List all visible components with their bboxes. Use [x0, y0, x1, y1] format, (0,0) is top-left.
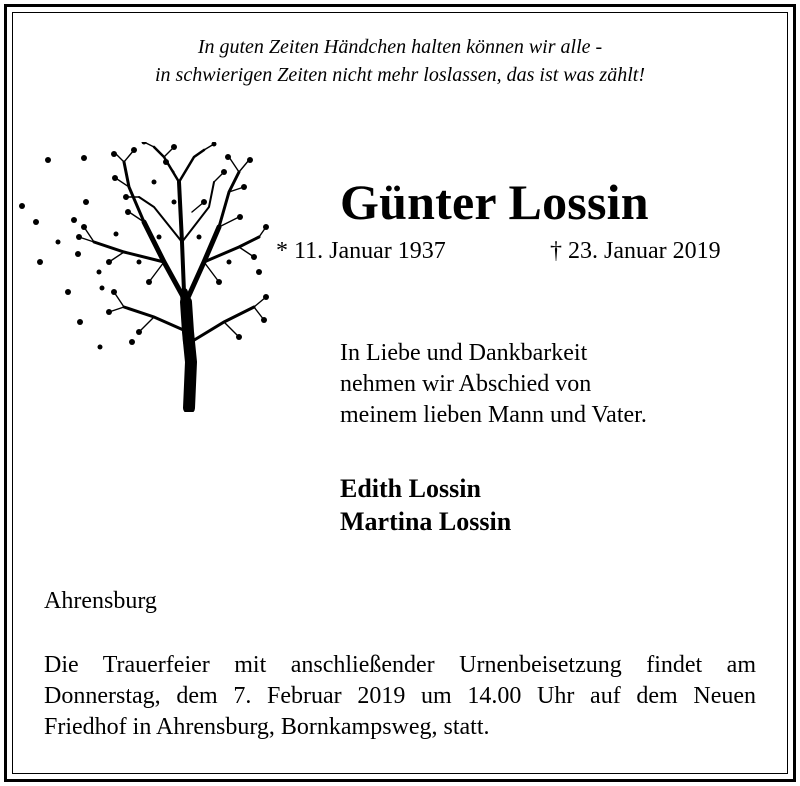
notice-line-1: Die Trauerfeier mit anschließender Urnenbeisetzung findet am — [44, 652, 756, 678]
death-date: † 23. Januar 2019 — [550, 238, 721, 264]
tree-icon — [14, 142, 270, 412]
notice-line-3: Friedhof in Ahrensburg, Bornkampsweg, statt. — [44, 714, 490, 740]
birth-date: * 11. Januar 1937 — [276, 238, 446, 264]
farewell-line-2: nehmen wir Abschied von — [340, 371, 592, 397]
quote-line-2: in schwierigen Zeiten nicht mehr loslassen, das ist was zählt! — [155, 64, 645, 86]
family-names — [340, 472, 511, 538]
family-member: Martina Lossin — [340, 507, 512, 536]
family-member: Edith Lossin — [340, 474, 481, 503]
farewell-line-1: In Liebe und Dankbarkeit — [340, 340, 588, 366]
quote — [0, 33, 800, 89]
farewell-message — [340, 338, 647, 431]
notice-line-2: Donnerstag, dem 7. Februar 2019 um 14.00 Uhr auf dem Neuen — [44, 683, 756, 709]
funeral-notice — [44, 650, 756, 743]
quote-line-1: In guten Zeiten Händchen halten können wir alle - — [197, 36, 603, 58]
deceased-name: Günter Lossin — [340, 174, 649, 230]
farewell-line-3: meinem lieben Mann und Vater. — [340, 402, 647, 428]
place: Ahrensburg — [44, 588, 157, 614]
